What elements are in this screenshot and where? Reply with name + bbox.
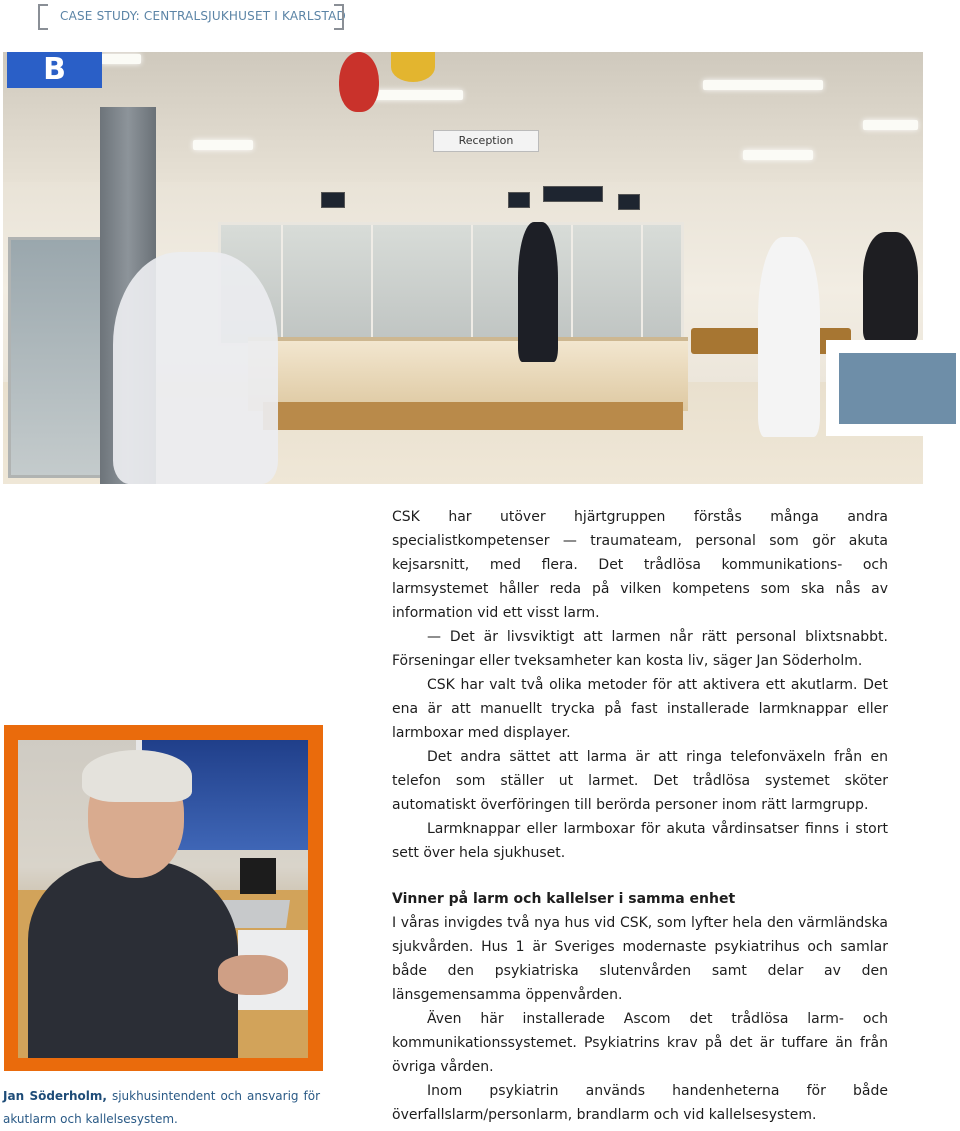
paragraph: Larmknappar eller larmboxar för akuta vårdinsatser finns i stort sett över hela sjukhuset. [392, 821, 888, 861]
header-bracket-right [334, 4, 344, 30]
header-bracket-left [38, 4, 48, 30]
caption-name: Jan Söderholm, [3, 1089, 107, 1103]
building-sign: B [7, 52, 102, 88]
person-silhouette [758, 237, 820, 437]
ceiling-light [743, 150, 813, 160]
page-header [38, 4, 344, 28]
red-sign [339, 52, 379, 112]
ceiling-light [863, 120, 918, 130]
reception-counter [248, 337, 688, 411]
ceiling-light [193, 140, 253, 150]
paragraph: CSK har utöver hjärtgruppen förstås många andra specialistkompetenser — traumateam, personal som gör akuta kejsarsnitt, med flera. Det trådlösa kommunikations- och larmsystemet håller reda på vilken kompetens som ska nås av information vid ett visst larm. [392, 509, 888, 621]
header-title: CASE STUDY: CENTRALSJUKHUSET I KARLSTAD [60, 9, 346, 23]
paragraph: — Det är livsviktigt att larmen når rätt personal blixtsnabbt. Förseningar eller tveksamheter kan kosta liv, säger Jan Söderholm. [392, 629, 888, 669]
glass-door [8, 237, 104, 478]
person-silhouette [518, 222, 558, 362]
person-silhouette [863, 232, 918, 342]
caption-text: sjukhusintendent och ansvarig för akutlarm och kallelsesystem. [3, 1089, 321, 1126]
portrait-caption [3, 1085, 320, 1131]
decor-blue-box [839, 353, 956, 424]
paragraph: Även här installerade Ascom det trådlösa larm- och kommunikationssystemet. Psykiatrins krav på det är tuffare än från övriga vården. [392, 1011, 888, 1075]
portrait-photo [18, 740, 308, 1058]
reception-sign: Reception [433, 130, 539, 152]
queue-display [543, 186, 603, 202]
paragraph: CSK har valt två olika metoder för att aktivera ett akutlarm. Det ena är att manuellt trycka på fast installerade larmknappar eller larmboxar med displayer. [392, 677, 888, 741]
section-heading: Vinner på larm och kallelser i samma enhet [392, 891, 736, 907]
ceiling-light [703, 80, 823, 90]
reception-windows [218, 222, 684, 346]
man-hair [82, 750, 192, 802]
queue-display [618, 194, 640, 210]
paragraph: I våras invigdes två nya hus vid CSK, som lyfter hela den värmländska sjukvården. Hus 1 är Sveriges modernaste psykiatrihus och samlar både den psykiatriska slutenvården samt delar av den länsgemensamma öppenvården. [392, 915, 888, 1003]
yellow-sign [391, 52, 435, 82]
queue-display [508, 192, 530, 208]
phone [240, 858, 276, 894]
reception-photo [3, 52, 923, 484]
person-silhouette [113, 252, 278, 484]
counter-base [263, 402, 683, 430]
paragraph: Det andra sättet att larma är att ringa telefonväxeln från en telefon som ställer ut larmet. Det trådlösa systemet sköter automatiskt överföringen till berörda personer inom rätt larmgrupp. [392, 749, 888, 813]
man-suit [28, 860, 238, 1058]
ceiling-light [101, 54, 141, 64]
paragraph: Inom psykiatrin används handenheterna för både överfallslarm/personlarm, brandlarm och vid kallelsesystem. [392, 1083, 888, 1123]
article-body [392, 505, 888, 1127]
man-hand [218, 955, 288, 995]
queue-display [321, 192, 345, 208]
